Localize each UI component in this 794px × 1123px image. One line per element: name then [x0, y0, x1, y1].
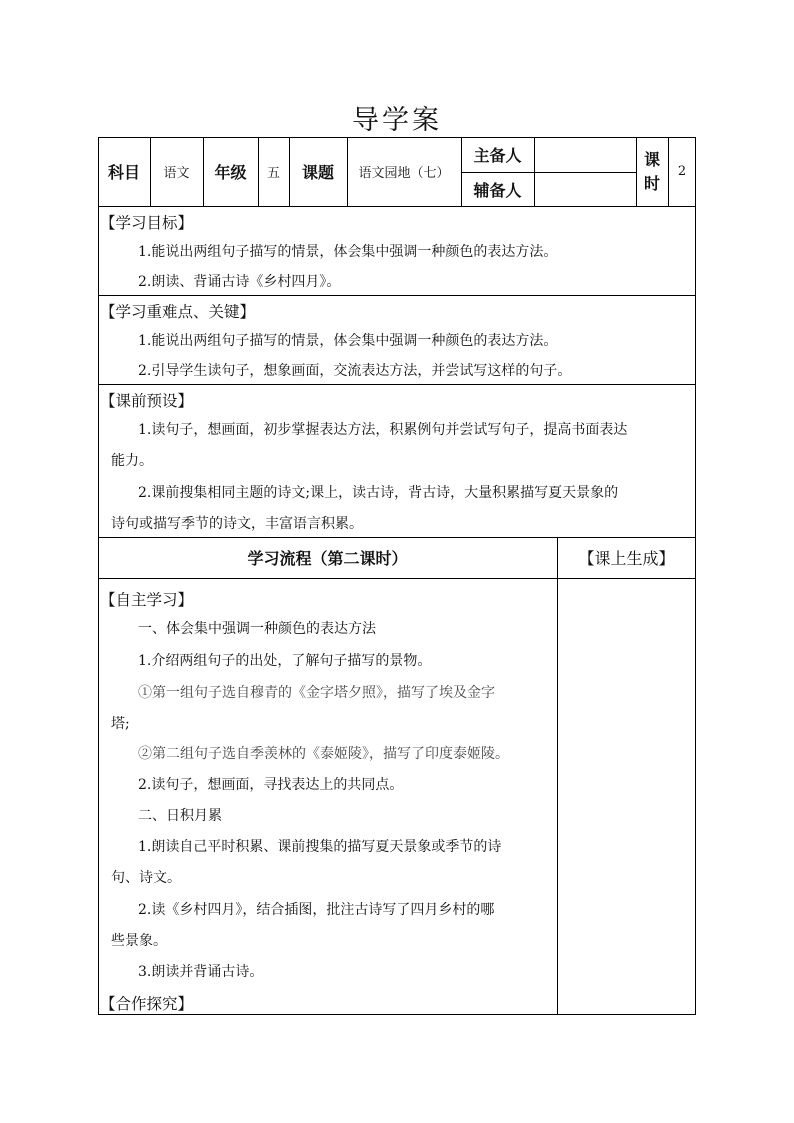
table-divider	[98, 206, 696, 207]
table-divider	[98, 384, 696, 385]
period-label-top: 课	[643, 149, 660, 169]
assistant-preparer-value	[534, 172, 636, 206]
flow-item: 3.朗读并背诵古诗。	[138, 964, 264, 980]
flow-item: 句、诗文。	[111, 870, 181, 886]
period-label	[636, 137, 668, 206]
table-divider	[98, 578, 696, 579]
main-preparer-value	[534, 137, 636, 172]
cooperative-inquiry-heading: 【合作探究】	[100, 995, 194, 1013]
flow-item: 2.读句子，想画面，寻找表达上的共同点。	[138, 777, 404, 793]
flow-item: 些景象。	[111, 933, 167, 949]
grade-label: 年级	[214, 163, 247, 182]
flow-part-heading: 一、体会集中强调一种颜色的表达方法	[138, 621, 376, 637]
objectives-heading: 【学习目标】	[100, 214, 194, 232]
subject-label: 科目	[107, 163, 140, 182]
flow-item: ①第一组句子选自穆青的《金字塔夕照》，描写了埃及金字	[138, 685, 495, 701]
flow-item: 1.朗读自己平时积累、课前搜集的描写夏天景象或季节的诗	[138, 839, 502, 855]
flow-title: 学习流程（第二课时）	[247, 549, 408, 568]
self-study-heading: 【自主学习】	[100, 591, 194, 609]
page-title: 导学案	[352, 105, 442, 136]
flow-item: 塔;	[111, 716, 130, 732]
grade-value: 五	[266, 166, 280, 181]
table-divider	[98, 295, 696, 296]
in-class-generation-title: 【课上生成】	[578, 549, 675, 568]
period-value: 2	[677, 164, 687, 179]
main-preparer-label: 主备人	[473, 146, 522, 165]
preview-paragraph-line: 1.读句子，想画面，初步掌握表达方法，积累例句并尝试写句子，提高书面表达	[138, 422, 628, 438]
flow-item: ②第二组句子选自季羡林的《泰姬陵》，描写了印度泰姬陵。	[138, 746, 509, 762]
preview-heading: 【课前预设】	[100, 392, 194, 410]
preview-paragraph-line: 诗句或描写季节的诗文，丰富语言积累。	[111, 516, 363, 532]
preview-paragraph-line: 能力。	[111, 453, 153, 469]
topic-value: 语文园地（七）	[358, 166, 450, 181]
period-label-bottom: 时	[643, 173, 660, 193]
key-point-item: 2.引导学生读句子，想象画面，交流表达方法，并尝试写这样的句子。	[138, 363, 572, 379]
subject-value: 语文	[163, 166, 190, 181]
flow-item: 1.介绍两组句子的出处，了解句子描写的景物。	[138, 653, 432, 669]
key-point-item: 1.能说出两组句子描写的情景，体会集中强调一种颜色的表达方法。	[138, 333, 558, 349]
objective-item: 1.能说出两组句子描写的情景，体会集中强调一种颜色的表达方法。	[138, 244, 558, 260]
topic-label: 课题	[301, 163, 334, 182]
preview-paragraph-line: 2.课前搜集相同主题的诗文;课上，读古诗，背古诗，大量积累描写夏天景象的	[138, 485, 619, 501]
flow-part-heading: 二、日积月累	[138, 808, 222, 824]
table-divider	[557, 537, 558, 1015]
key-points-heading: 【学习重难点、关键】	[100, 303, 256, 321]
flow-item: 2.读《乡村四月》，结合插图，批注古诗写了四月乡村的哪	[138, 902, 495, 918]
assistant-preparer-label: 辅备人	[473, 180, 522, 200]
objective-item: 2.朗读、背诵古诗《乡村四月》。	[138, 274, 341, 290]
